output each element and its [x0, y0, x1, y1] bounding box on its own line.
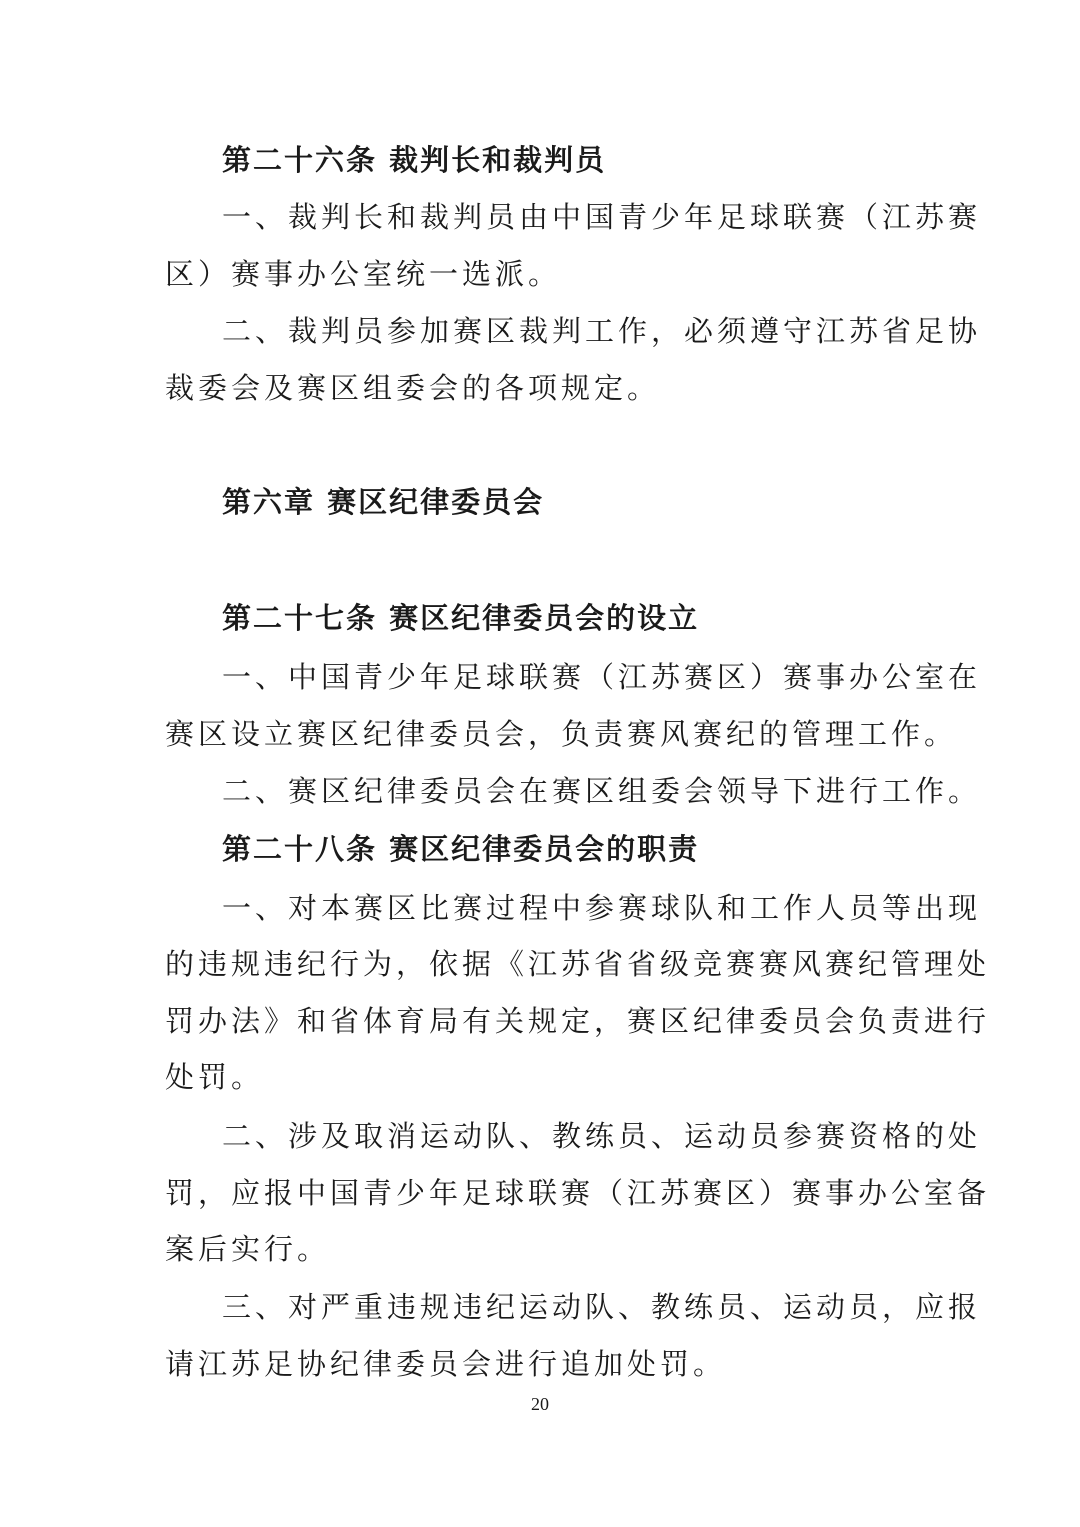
article-28-paragraph-3-line-1: 三、对严重违规违纪运动队、教练员、运动员，应报 — [222, 1290, 982, 1324]
article-28-paragraph-2-line-1: 二、涉及取消运动队、教练员、运动员参赛资格的处 — [222, 1119, 982, 1153]
article-26-paragraph-1-line-2: 区）赛事办公室统一选派。 — [165, 257, 562, 291]
article-27-heading: 第二十七条 赛区纪律委员会的设立 — [222, 601, 700, 635]
article-27-paragraph-2-line-1: 二、赛区纪律委员会在赛区组委会领导下进行工作。 — [222, 774, 982, 808]
page-number: 20 — [531, 1394, 549, 1414]
article-26-paragraph-1-line-1: 一、裁判长和裁判员由中国青少年足球联赛（江苏赛 — [222, 200, 982, 234]
article-27-paragraph-1-line-1: 一、中国青少年足球联赛（江苏赛区）赛事办公室在 — [222, 660, 982, 694]
article-28-paragraph-1-line-1: 一、对本赛区比赛过程中参赛球队和工作人员等出现 — [222, 891, 982, 925]
article-26-heading: 第二十六条 裁判长和裁判员 — [222, 143, 607, 177]
article-28-heading: 第二十八条 赛区纪律委员会的职责 — [222, 832, 700, 866]
chapter-6-heading: 第六章 赛区纪律委员会 — [222, 485, 545, 519]
article-28-paragraph-1-line-4: 处罚。 — [165, 1060, 265, 1094]
article-26-paragraph-2-line-2: 裁委会及赛区组委会的各项规定。 — [165, 371, 661, 405]
article-26-paragraph-2-line-1: 二、裁判员参加赛区裁判工作，必须遵守江苏省足协 — [222, 314, 982, 348]
article-28-paragraph-1-line-2: 的违规违纪行为，依据《江苏省省级竞赛赛风赛纪管理处 — [165, 947, 991, 981]
article-28-paragraph-1-line-3: 罚办法》和省体育局有关规定，赛区纪律委员会负责进行 — [165, 1004, 991, 1038]
article-28-paragraph-3-line-2: 请江苏足协纪律委员会进行追加处罚。 — [165, 1347, 727, 1381]
article-28-paragraph-2-line-3: 案后实行。 — [165, 1232, 331, 1266]
article-27-paragraph-1-line-2: 赛区设立赛区纪律委员会，负责赛风赛纪的管理工作。 — [165, 717, 958, 751]
article-28-paragraph-2-line-2: 罚，应报中国青少年足球联赛（江苏赛区）赛事办公室备 — [165, 1176, 991, 1210]
